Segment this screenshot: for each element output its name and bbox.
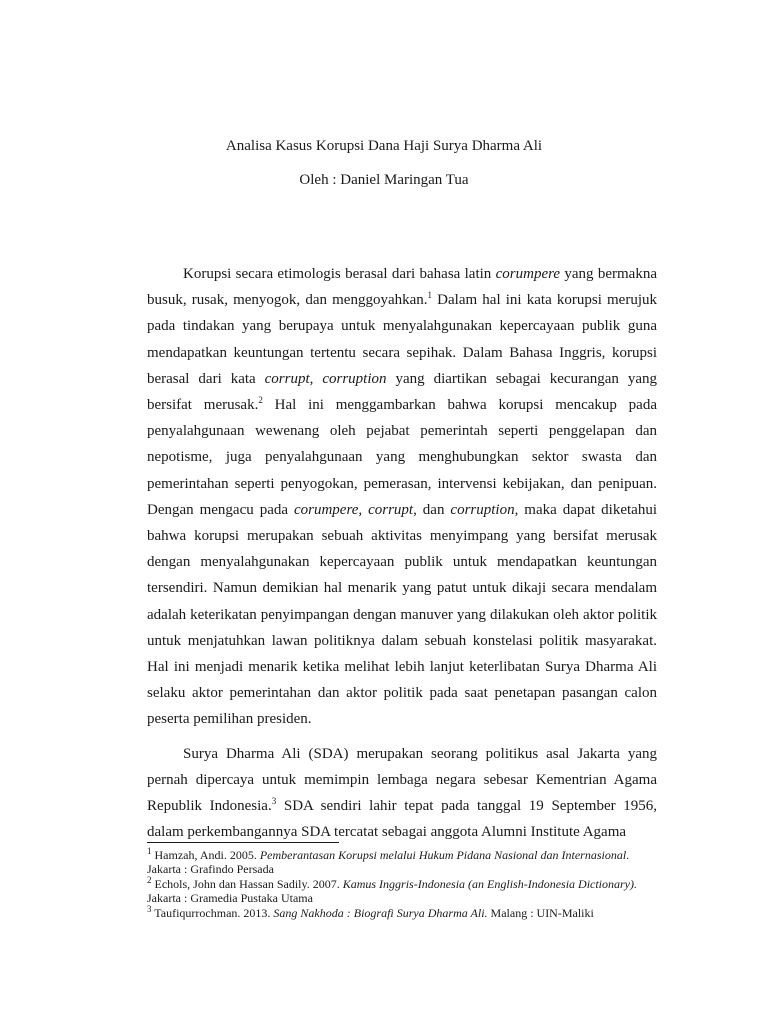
text-run: SDA sendiri lahir tepat pada tanggal 19 September 1956, dalam perkembangannya SDA tercatat sebagai anggota Alumni Institute Agama	[147, 798, 657, 841]
footnote-number: 1	[147, 846, 152, 856]
italic-term: corrupt, corruption	[264, 370, 387, 387]
footnote-text: Taufiqurrochman. 2013.	[151, 906, 274, 920]
footnote-text: Hamzah, Andi. 2005.	[151, 848, 260, 862]
footnote-1	[147, 848, 657, 876]
footnote-separator	[147, 842, 339, 843]
footnote-2	[147, 877, 657, 905]
paragraph-2	[147, 741, 657, 846]
body-text	[147, 261, 657, 851]
text-run: yang diartikan sebagai kecurangan yang bersifat merusak.	[147, 370, 658, 414]
footnote-number: 3	[147, 904, 152, 914]
text-run: Surya Dharma Ali (SDA) merupakan seorang politikus asal Jakarta yang pernah dipercaya untuk memimpin lembaga negara sebesar Kementrian Agama Republik Indonesia.	[147, 745, 657, 815]
document-title: Analisa Kasus Korupsi Dana Haji Surya Dharma Ali	[225, 138, 543, 154]
text-run: , maka dapat diketahui bahwa korupsi merupakan sebuah aktivitas menyimpang yang bersifat merusak dengan menyalahgunakan kepercayaan publik untuk mendapatkan keuntungan tersendiri. Namun demikian hal menarik yang patut untuk dikaji secara mendalam adalah keterikatan penyimpangan dengan manuver yang dilakukan oleh aktor politik untuk menjatuhkan lawan politiknya dalam sebuah konstelasi politik masyarakat. Hal ini menjadi menarik ketika melihat lebih lanjut keterlibatan Surya Dharma Ali selaku aktor pemerintahan dan aktor politik pada saat penetapan pasangan calon peserta pemilihan presiden.	[147, 501, 657, 728]
footnote-ref-3: 3	[271, 796, 277, 807]
footnote-title: Sang Nakhoda : Biografi Surya Dharma Ali.	[273, 906, 488, 920]
footnote-ref-1: 1	[427, 290, 433, 301]
text-run: Korupsi secara etimologis berasal dari bahasa latin	[183, 266, 496, 282]
footnote-text: Malang : UIN-Maliki	[487, 906, 594, 920]
document-author: Oleh : Daniel Maringan Tua	[299, 172, 469, 188]
footnote-number: 2	[147, 875, 152, 885]
footnote-3	[147, 906, 657, 920]
italic-term: corumpere	[495, 266, 561, 282]
paragraph-1	[147, 261, 657, 733]
italic-term: corruption	[450, 501, 515, 518]
footnote-text: Jakarta : Gramedia Pustaka Utama	[147, 891, 313, 905]
footnotes	[147, 848, 657, 921]
footnote-text: . Jakarta : Grafindo Persada	[147, 848, 630, 876]
footnote-text: Echols, John dan Hassan Sadily. 2007.	[151, 877, 343, 891]
footnote-ref-2: 2	[258, 395, 263, 406]
text-run: yang bermakna busuk, rusak, menyogok, dan menggoyahkan.	[147, 266, 657, 309]
text-run: Hal ini menggambarkan bahwa korupsi mencakup pada penyalahgunaan wewenang oleh pejabat pemerintah seperti penggelapan dan nepotisme, juga penyalahgunaan yang menghubungkan sektor swasta dan pemerintahan seperti penyogokan, pemerasan, intervensi kebijakan, dan penipuan. Dengan mengacu pada	[147, 397, 657, 518]
text-run: dan	[416, 501, 451, 518]
footnote-title: Pemberantasan Korupsi melalui Hukum Pidana Nasional dan Internasional	[259, 848, 627, 862]
text-run: Dalam hal ini kata korupsi merujuk pada tindakan yang berupaya untuk menyalahgunakan kepercayaan publik guna mendapatkan keuntungan tertentu secara sepihak. Dalam Bahasa Inggris, korupsi berasal dari kata	[147, 292, 657, 387]
italic-term: corumpere, corrupt,	[293, 501, 417, 518]
footnote-title: Kamus Inggris-Indonesia (an English-Indonesia Dictionary).	[342, 877, 638, 891]
